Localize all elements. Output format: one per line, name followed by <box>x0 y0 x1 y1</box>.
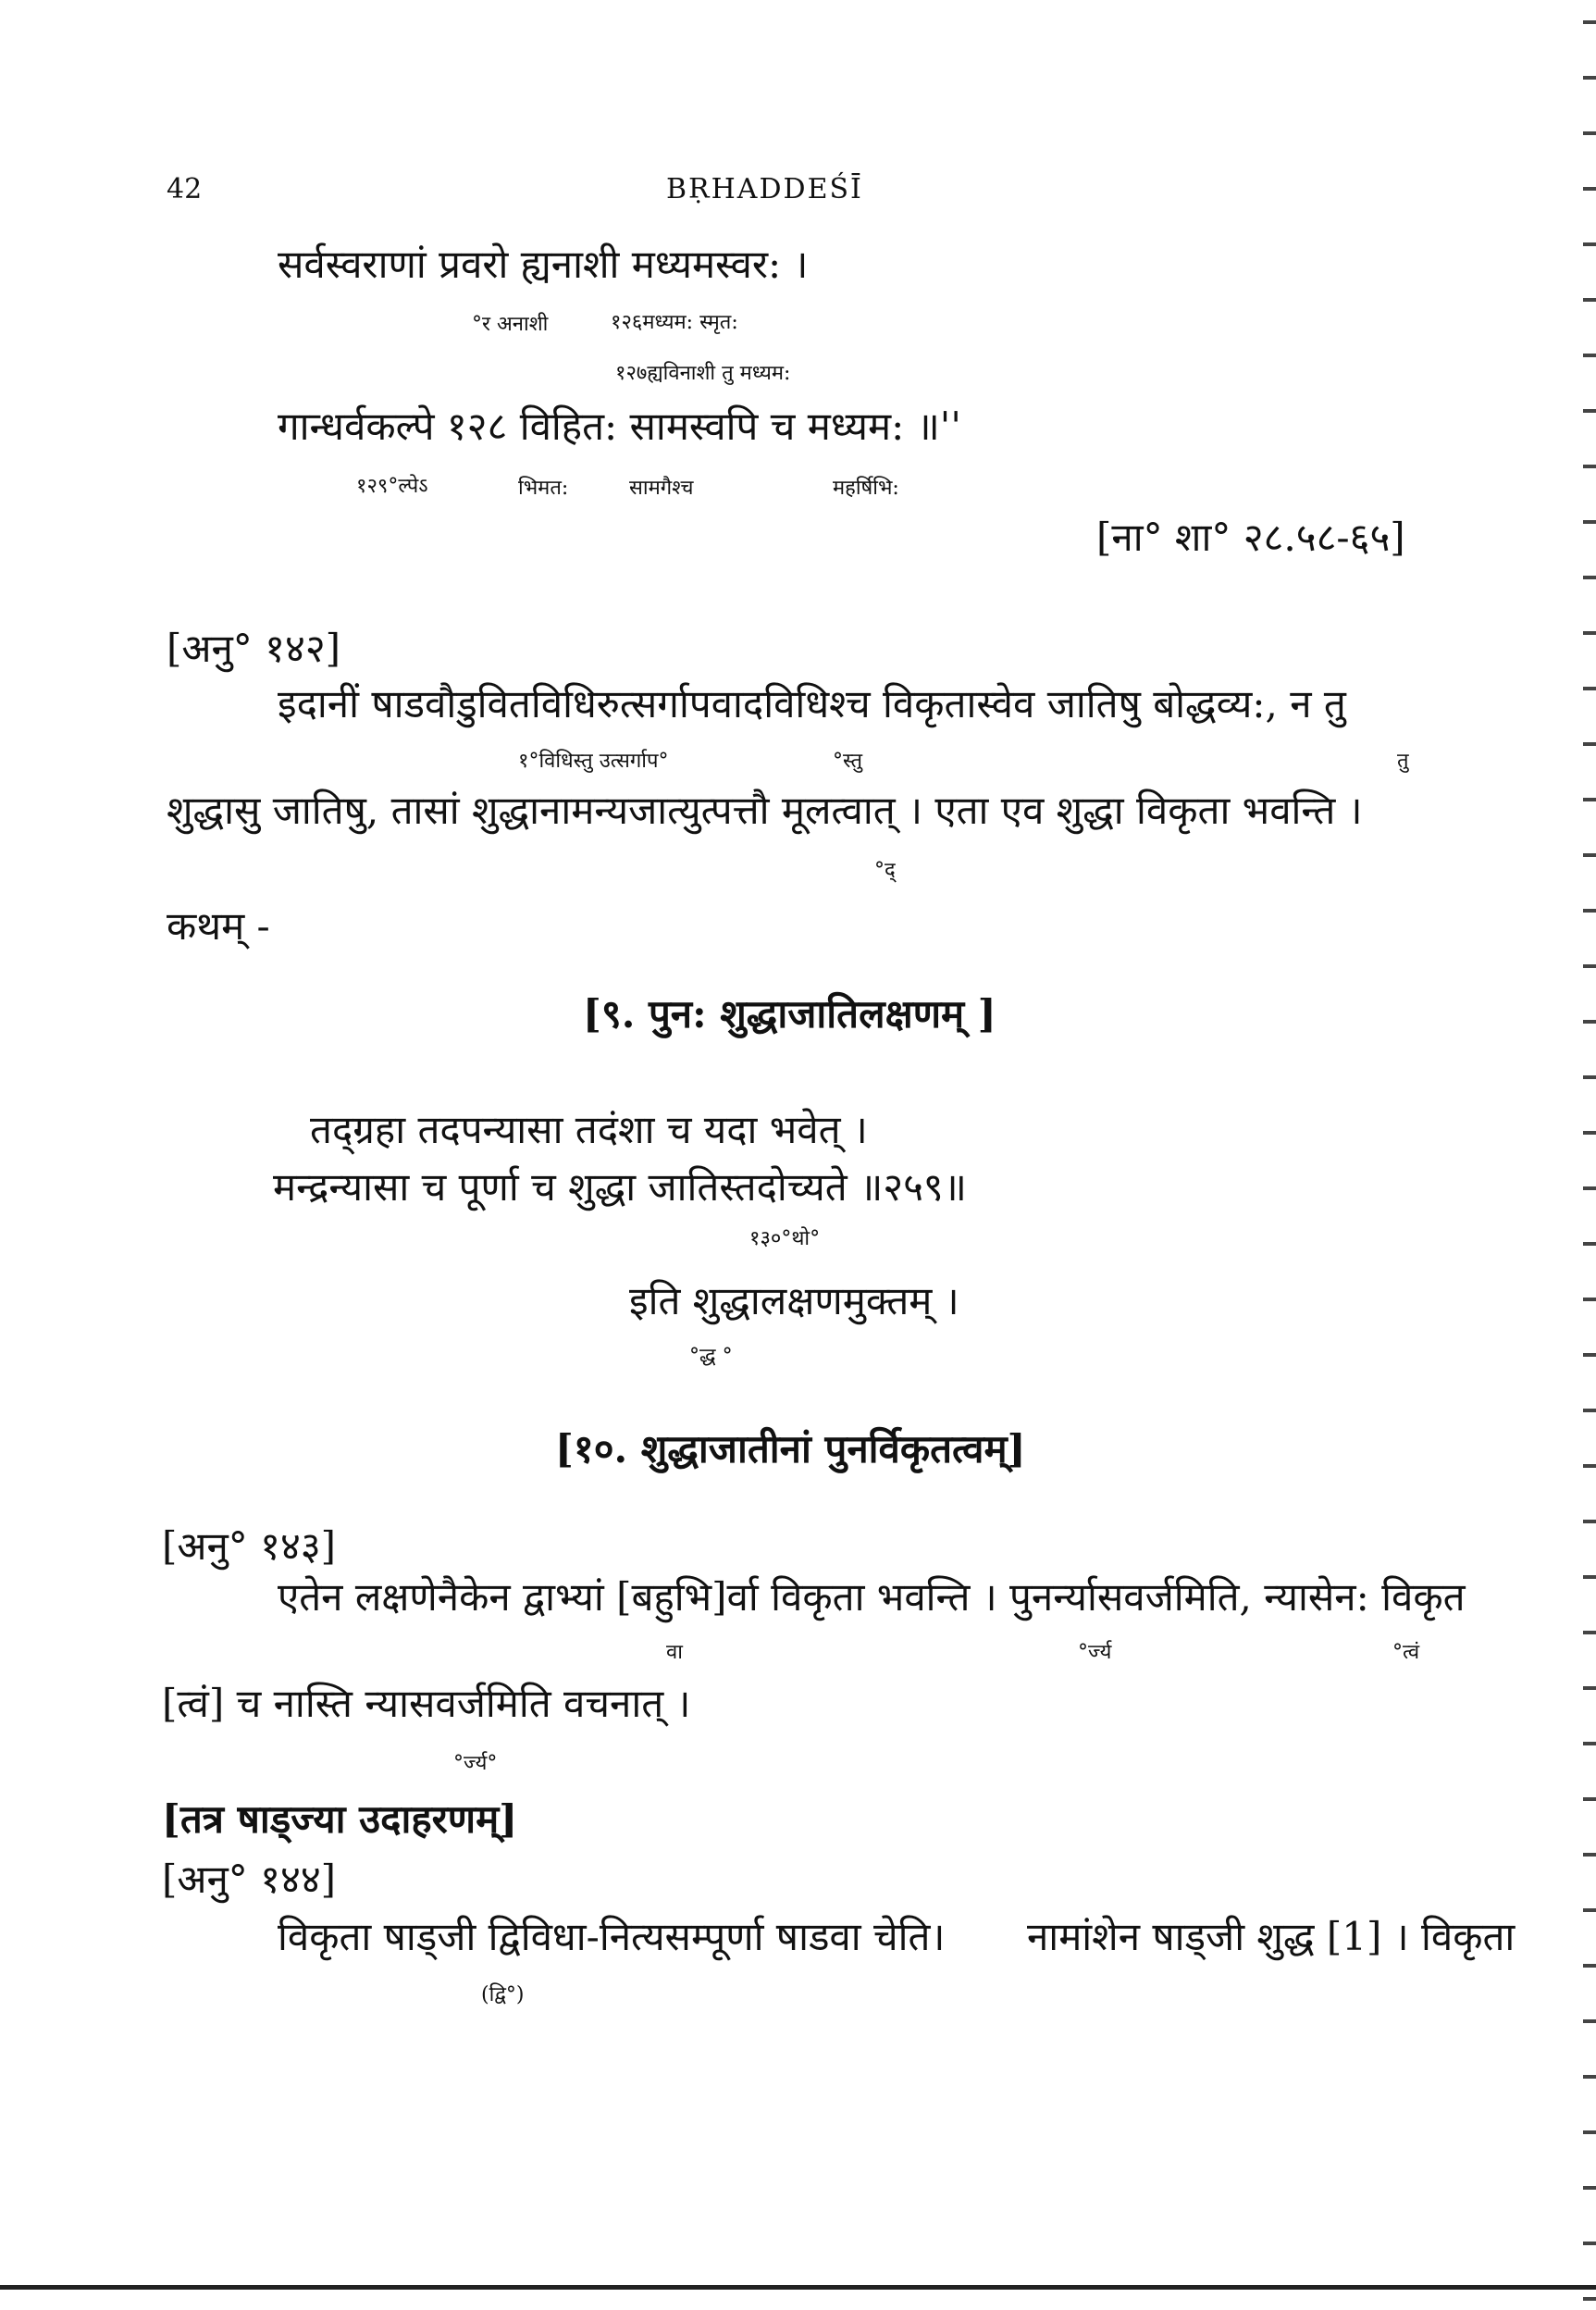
variant-reading: सामगैश्च <box>629 477 694 500</box>
variant-reading: महर्षिभि: <box>833 477 899 500</box>
variant-reading: (द्वि°) <box>481 1983 525 2006</box>
variant-reading: °द् <box>874 859 896 882</box>
variant-reading: १३०°थो° <box>749 1227 821 1250</box>
source-reference: [ना° शा° २८.५८-६५] <box>1096 515 1405 560</box>
variant-reading: वा <box>666 1641 683 1664</box>
anu-marker: [अनु° १४४] <box>162 1857 337 1902</box>
variant-reading: °र्ज्य <box>1078 1641 1112 1664</box>
paragraph-line: विकृता षाड्जी द्विविधा-नित्यसम्पूर्णा षाडवा चेति। <box>278 1914 946 1959</box>
variant-reading: °स्तु <box>833 750 863 773</box>
example-heading: [तत्र षाड्ज्या उदाहरणम्] <box>162 1796 518 1842</box>
paragraph-line: नामांशेन षाड्जी शुद्ध [1] । विकृता <box>1027 1914 1516 1959</box>
verse-line-2: गान्धर्वकल्पे १२८ विहित: सामस्वपि च मध्यम: ॥'' <box>278 404 961 449</box>
colophon-line: इति शुद्धालक्षणमुक्तम् । <box>629 1278 959 1323</box>
paragraph-line: एतेन लक्षणेनैकेन द्वाभ्यां [बहुभि]र्वा विकृता भवन्ति । पुनर्न्यासवर्जमिति, न्यासेन: विकृत <box>278 1574 1466 1620</box>
variant-reading: °र्ज्य° <box>453 1752 498 1775</box>
page-edge-scan-artifact <box>1583 0 1596 2310</box>
variant-reading: °त्वं <box>1392 1641 1420 1664</box>
verse-line: मन्द्रन्यासा च पूर्णा च शुद्धा जातिस्तदोच्यते ॥२५९॥ <box>273 1164 967 1210</box>
verse-line: तद्ग्रहा तदपन्यासा तदंशा च यदा भवेत् । <box>310 1107 868 1152</box>
variant-reading: °द्ध ° <box>689 1345 733 1368</box>
page-bottom-edge <box>0 2285 1596 2290</box>
variant-reading: तु <box>1397 750 1409 773</box>
anu-marker: [अनु° १४२] <box>167 626 341 671</box>
variant-reading: १°विधिस्तु उत्सर्गाप° <box>518 750 669 773</box>
variant-reading: १२७ह्यविनाशी तु मध्यम: <box>615 362 791 385</box>
paragraph-line: इदानीं षाडवौडुवितविधिरुत्सर्गापवादविधिश्च विकृतास्वेव जातिषु बोद्धव्य:, न तु <box>278 681 1346 727</box>
paragraph-line: [त्वं] च नास्ति न्यासवर्जमिति वचनात् । <box>162 1681 691 1726</box>
running-title: BṚHADDEŚĪ <box>666 173 863 205</box>
anu-marker: [अनु° १४३] <box>162 1523 337 1569</box>
section-heading: [९. पुन: शुद्धाजातिलक्षणम् ] <box>583 991 996 1037</box>
verse-line-1: सर्वस्वराणां प्रवरो ह्यनाशी मध्यमस्वर: । <box>278 242 809 287</box>
variant-reading: °र अनाशी <box>472 313 549 336</box>
paragraph-line: शुद्धासु जातिषु, तासां शुद्धानामन्यजात्युत्पत्तौ मूलत्वात् । एता एव शुद्धा विकृता भवन्ति । <box>167 788 1363 833</box>
page-number: 42 <box>167 173 203 205</box>
variant-reading: १२९°ल्पेऽ <box>356 475 428 498</box>
section-heading: [१०. शुद्धाजातीनां पुनर्विकृतत्वम्] <box>555 1426 1026 1472</box>
paragraph-line: कथम् - <box>167 903 270 949</box>
variant-reading: भिमत: <box>518 477 569 500</box>
variant-reading: १२६मध्यम: स्मृत: <box>611 311 738 334</box>
